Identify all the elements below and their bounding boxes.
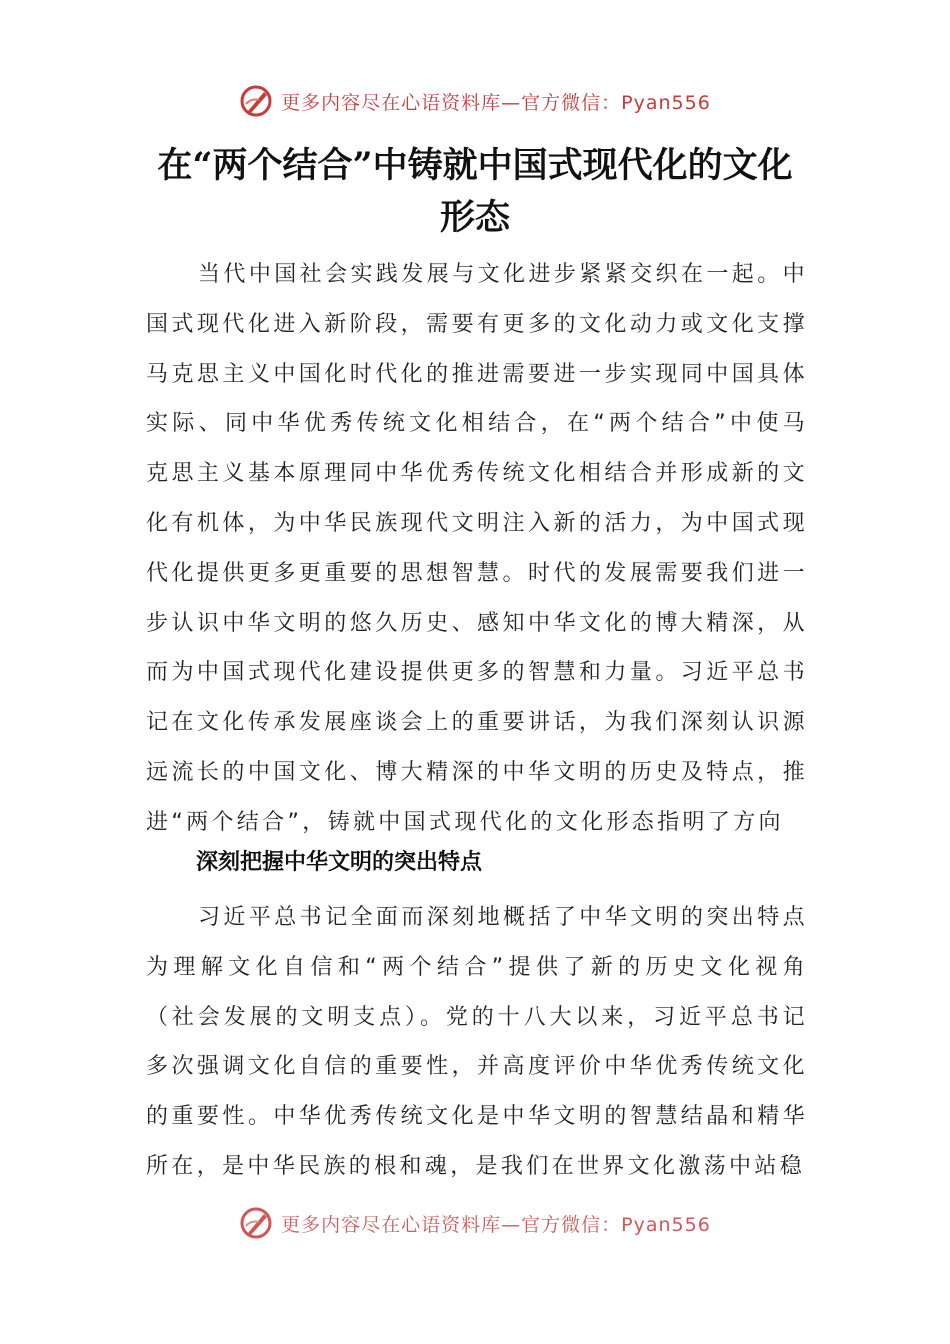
paragraph-section-1: 习近平总书记全面而深刻地概括了中华文明的突出特点为理解文化自信和“两个结合”提供了新的历史文化视角（社会发展的文明支点）。党的十八大以来，习近平总书记多次强调文化自信的重要性，并高度评价中华优秀传统文化的重要性。中华优秀传统文化是中华文明的智慧结晶和精华所在，是中华民族的根和魂，是我们在世界文化激荡中站稳 <box>146 905 808 1179</box>
paragraph-intro: 当代中国社会实践发展与文化进步紧紧交织在一起。中国式现代化进入新阶段，需要有更多的文化动力或文化支撑马克思主义中国化时代化的推进需要进一步实现同中国具体实际、同中华优秀传统文化相结合，在“两个结合”中使马克思主义基本原理同中华优秀传统文化相结合并形成新的文化有机体，为中华民族现代文明注入新的活力，为中国式现代化提供更多更重要的思想智慧。时代的发展需要我们进一步认识中华文明的悠久历史、感知中华文化的博大精深，从而为中国式现代化建设提供更多的智慧和力量。习近平总书记在文化传承发展座谈会上的重要讲话，为我们深刻认识源远流长的中国文化、博大精深的中华文明的历史及特点，推进“两个结合”，铸就中国式现代化的文化形态指明了方向 <box>146 262 808 835</box>
pen-circle-logo-icon <box>239 84 273 118</box>
pen-circle-logo-icon <box>239 1206 273 1240</box>
header-watermark <box>0 84 950 118</box>
footer-watermark <box>0 1206 950 1240</box>
document-title: 在“两个结合”中铸就中国式现代化的文化形态 <box>157 145 793 238</box>
watermark-text: 更多内容尽在心语资料库—官方微信：Pyan556 <box>281 91 711 114</box>
section-heading: 深刻把握中华文明的突出特点 <box>196 850 483 875</box>
watermark-text: 更多内容尽在心语资料库—官方微信：Pyan556 <box>281 1213 711 1236</box>
